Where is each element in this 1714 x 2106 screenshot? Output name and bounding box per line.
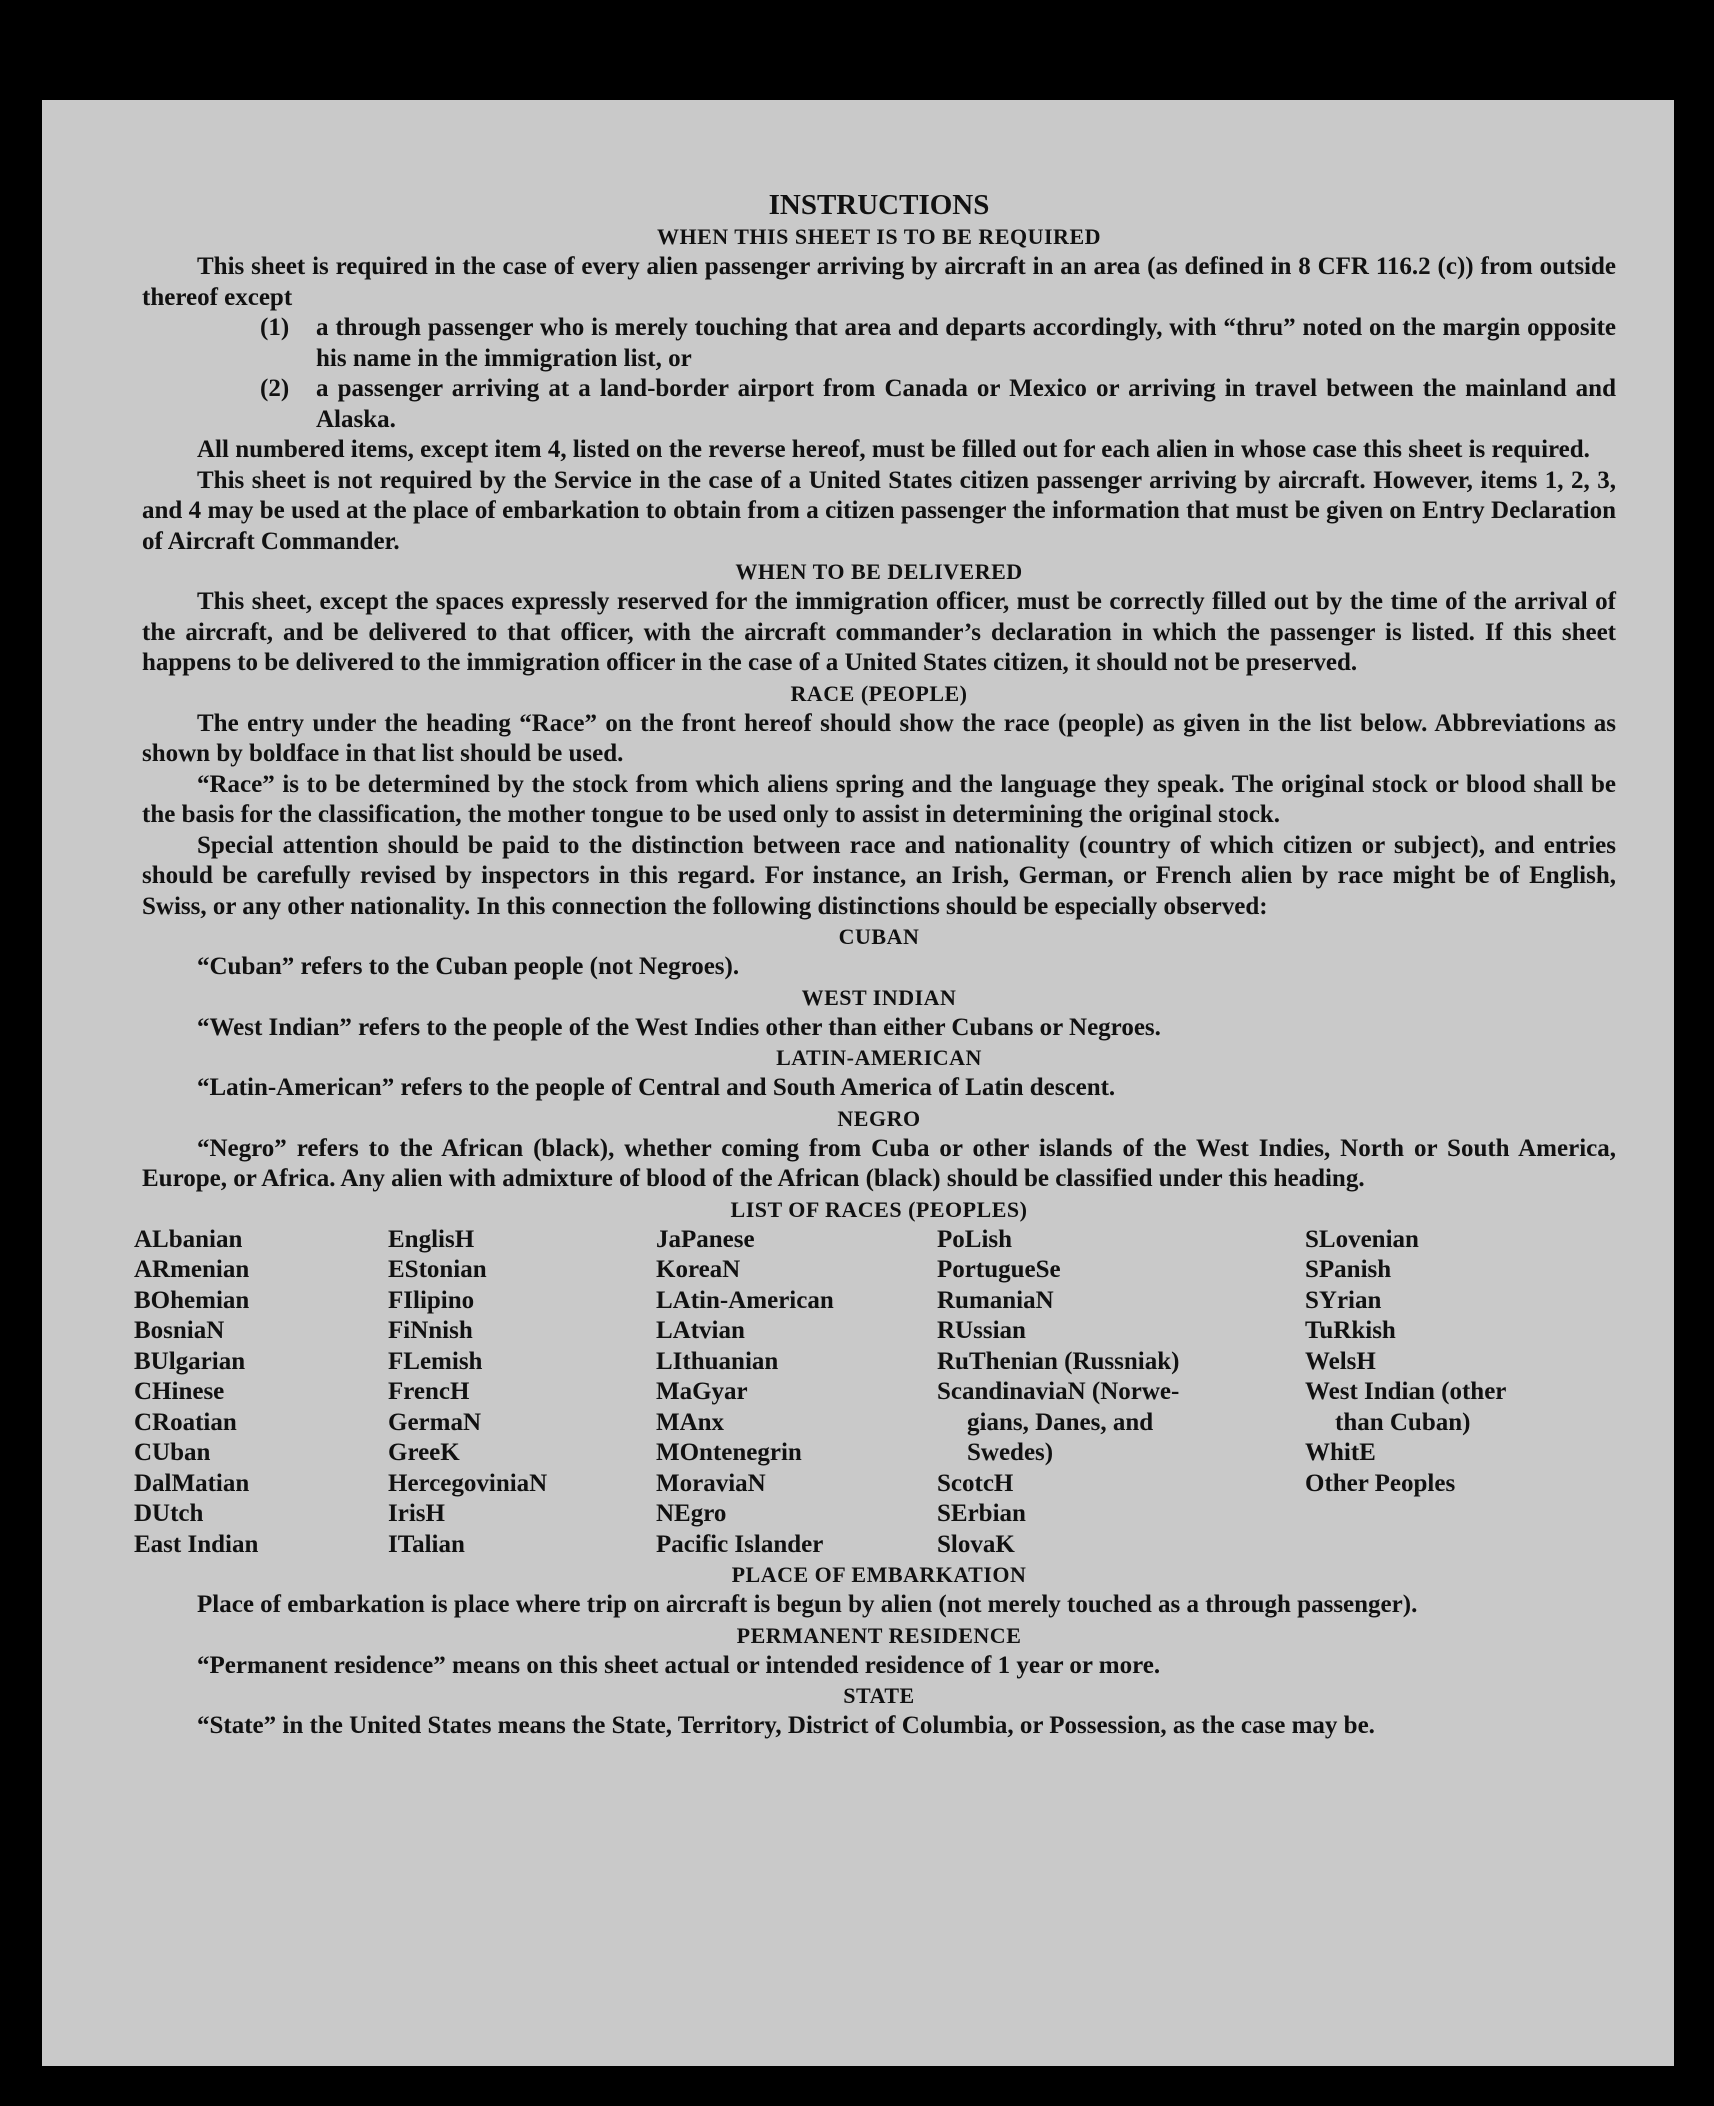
race-entry: FIlipino: [388, 1286, 475, 1314]
race-entry-continuation: than Cuban): [1335, 1408, 1471, 1436]
races-column: [937, 1225, 1305, 1561]
race-entry: EStonian: [388, 1256, 487, 1283]
item-text: a through passenger who is merely touching that area and departs accordingly, with “thru” noted on the margin opposite his name in the immigration list, or: [316, 314, 1616, 372]
item-number: (1): [260, 314, 290, 341]
permanent-residence-text: “Permanent residence” means on this sheet actual or intended residence of 1 year or more.: [197, 1651, 1161, 1679]
race-entry: ALbanian: [134, 1225, 243, 1253]
embarkation-text: Place of embarkation is place where trip on aircraft is begun by alien (not merely touched as a through passenger).: [197, 1591, 1418, 1618]
race-entry-continuation: gians, Danes, and: [967, 1408, 1154, 1436]
numbered-items-paragraph: All numbered items, except item 4, listed on the reverse hereof, must be filled out for each alien in whose case this sheet is required.: [197, 436, 1590, 463]
races-list: [134, 1225, 1616, 1561]
heading-permanent-residence: PERMANENT RESIDENCE: [736, 1622, 1022, 1648]
page-title: INSTRUCTIONS: [768, 189, 990, 221]
race-entry: GermaN: [388, 1408, 482, 1436]
race-entry: ITalian: [388, 1530, 465, 1558]
race-entry: BUlgarian: [134, 1347, 246, 1375]
race-entry: DUtch: [134, 1500, 204, 1527]
item-text: a passenger arriving at a land-border airport from Canada or Mexico or arriving in travel between the mainland and Alaska.: [316, 375, 1616, 433]
race-entry: RuThenian (Russniak): [937, 1347, 1180, 1375]
race-paragraph-3: Special attention should be paid to the distinction between race and nationality (country of which citizen or subject), and entries should be carefully revised by inspectors in this regard. For instance, an Irish, German, or French alien by race might be of English, Swiss, or any other nationality. In this connection the following distinctions should be especially observed:: [142, 831, 1616, 920]
race-entry: West Indian (other: [1305, 1378, 1507, 1405]
race-entry: PortugueSe: [937, 1256, 1061, 1283]
race-entry: MAnx: [656, 1408, 725, 1436]
races-column: [388, 1225, 656, 1561]
race-entry: MOntenegrin: [656, 1439, 802, 1466]
race-entry: SYrian: [1305, 1286, 1382, 1314]
race-entry: DalMatian: [134, 1469, 250, 1497]
race-entry: CHinese: [134, 1378, 225, 1405]
heading-west-indian: WEST INDIAN: [801, 984, 957, 1010]
west-indian-text: “West Indian” refers to the people of the West Indies other than either Cubans or Negroes.: [197, 1013, 1161, 1041]
item-number: (2): [260, 375, 290, 402]
race-entry: NEgro: [656, 1500, 727, 1527]
race-entry: LAtvian: [656, 1317, 745, 1344]
races-column: [1305, 1225, 1570, 1561]
race-entry: CRoatian: [134, 1408, 237, 1436]
race-entry: BOhemian: [134, 1286, 250, 1314]
race-entry: LAtin-American: [656, 1286, 834, 1314]
heading-cuban: CUBAN: [838, 924, 920, 949]
race-entry: RUssian: [937, 1317, 1026, 1344]
heading-latin-american: LATIN-AMERICAN: [776, 1045, 982, 1070]
race-entry-continuation: Swedes): [967, 1439, 1054, 1466]
cuban-text: “Cuban” refers to the Cuban people (not Negroes).: [197, 953, 740, 980]
race-entry: FLemish: [388, 1347, 483, 1375]
race-entry: TuRkish: [1305, 1317, 1396, 1344]
race-entry: CUban: [134, 1439, 211, 1466]
race-entry: RumaniaN: [937, 1286, 1054, 1314]
race-entry: ARmenian: [134, 1256, 250, 1283]
state-text: “State” in the United States means the State, Territory, District of Columbia, or Possession, as the case may be.: [197, 1712, 1375, 1739]
race-entry: Other Peoples: [1305, 1469, 1456, 1497]
race-entry: HercegoviniaN: [388, 1469, 548, 1497]
races-column: [134, 1225, 388, 1561]
race-entry: SPanish: [1305, 1256, 1392, 1283]
race-entry: East Indian: [134, 1530, 259, 1558]
race-entry: SlovaK: [937, 1530, 1015, 1558]
when-delivered-text: This sheet, except the spaces expressly reserved for the immigration officer, must be correctly filled out by the time of the arrival of the aircraft, and be delivered to that officer, with the aircraft commander’s declaration in which the passenger is listed. If this sheet happens to be delivered to the immigration officer in the case of a United States citizen, it should not be preserved.: [142, 588, 1616, 676]
race-entry: ScandinaviaN (Norwe-: [937, 1378, 1180, 1405]
heading-negro: NEGRO: [837, 1105, 921, 1131]
race-entry: MaGyar: [656, 1378, 748, 1405]
race-entry: MoraviaN: [656, 1469, 766, 1497]
heading-when-delivered: WHEN TO BE DELIVERED: [735, 559, 1023, 584]
race-entry: PoLish: [937, 1225, 1013, 1253]
exception-item: [142, 313, 1616, 374]
latin-american-text: “Latin-American” refers to the people of Central and South America of Latin descent.: [197, 1074, 1116, 1101]
race-entry: SErbian: [937, 1500, 1026, 1527]
race-entry: ScotcH: [937, 1469, 1014, 1497]
race-paragraph-2: “Race” is to be determined by the stock from which aliens spring and the language they speak. The original stock or blood shall be the basis for the classification, the mother tongue to be used only to assist in determining the original stock.: [142, 770, 1616, 828]
instructions-content: [134, 188, 1616, 1742]
race-entry: IrisH: [388, 1500, 445, 1527]
races-column: [656, 1225, 937, 1561]
race-entry: BosniaN: [134, 1317, 225, 1344]
race-entry: FrencH: [388, 1378, 470, 1405]
race-entry: WelsH: [1305, 1347, 1376, 1375]
heading-state: STATE: [843, 1683, 915, 1708]
heading-embarkation: PLACE OF EMBARKATION: [731, 1562, 1027, 1587]
race-entry: Pacific Islander: [656, 1530, 824, 1558]
race-entry: SLovenian: [1305, 1225, 1419, 1253]
race-entry: GreeK: [388, 1439, 460, 1466]
citizen-paragraph: This sheet is not required by the Service in the case of a United States citizen passenger arriving by aircraft. However, items 1, 2, 3, and 4 may be used at the place of embarkation to obtain from a citizen passenger the information that must be given on Entry Declaration of Aircraft Commander.: [142, 466, 1616, 555]
race-paragraph-1: The entry under the heading “Race” on the front hereof should show the race (people) as given in the list below. Abbreviations as shown by boldface in that list should be used.: [142, 709, 1616, 767]
race-entry: WhitE: [1305, 1439, 1376, 1466]
exception-item: [142, 374, 1616, 435]
race-entry: JaPanese: [656, 1225, 755, 1253]
race-entry: FiNnish: [388, 1317, 473, 1344]
race-entry: KoreaN: [656, 1256, 741, 1283]
negro-text: “Negro” refers to the African (black), whether coming from Cuba or other islands of the West Indies, North or South America, Europe, or Africa. Any alien with admixture of blood of the African (black) should be classified under this heading.: [142, 1134, 1616, 1192]
heading-race: RACE (PEOPLE): [790, 680, 968, 706]
race-entry: EnglisH: [388, 1225, 475, 1253]
document-sheet: [42, 100, 1674, 2066]
when-required-intro: This sheet is required in the case of every alien passenger arriving by aircraft in an area (as defined in 8 CFR 116.2 (c)) from outside thereof except: [142, 253, 1616, 311]
race-entry: LIthuanian: [656, 1347, 779, 1375]
heading-when-required: WHEN THIS SHEET IS TO BE REQUIRED: [656, 224, 1102, 249]
heading-list-of-races: LIST OF RACES (PEOPLES): [730, 1196, 1028, 1222]
